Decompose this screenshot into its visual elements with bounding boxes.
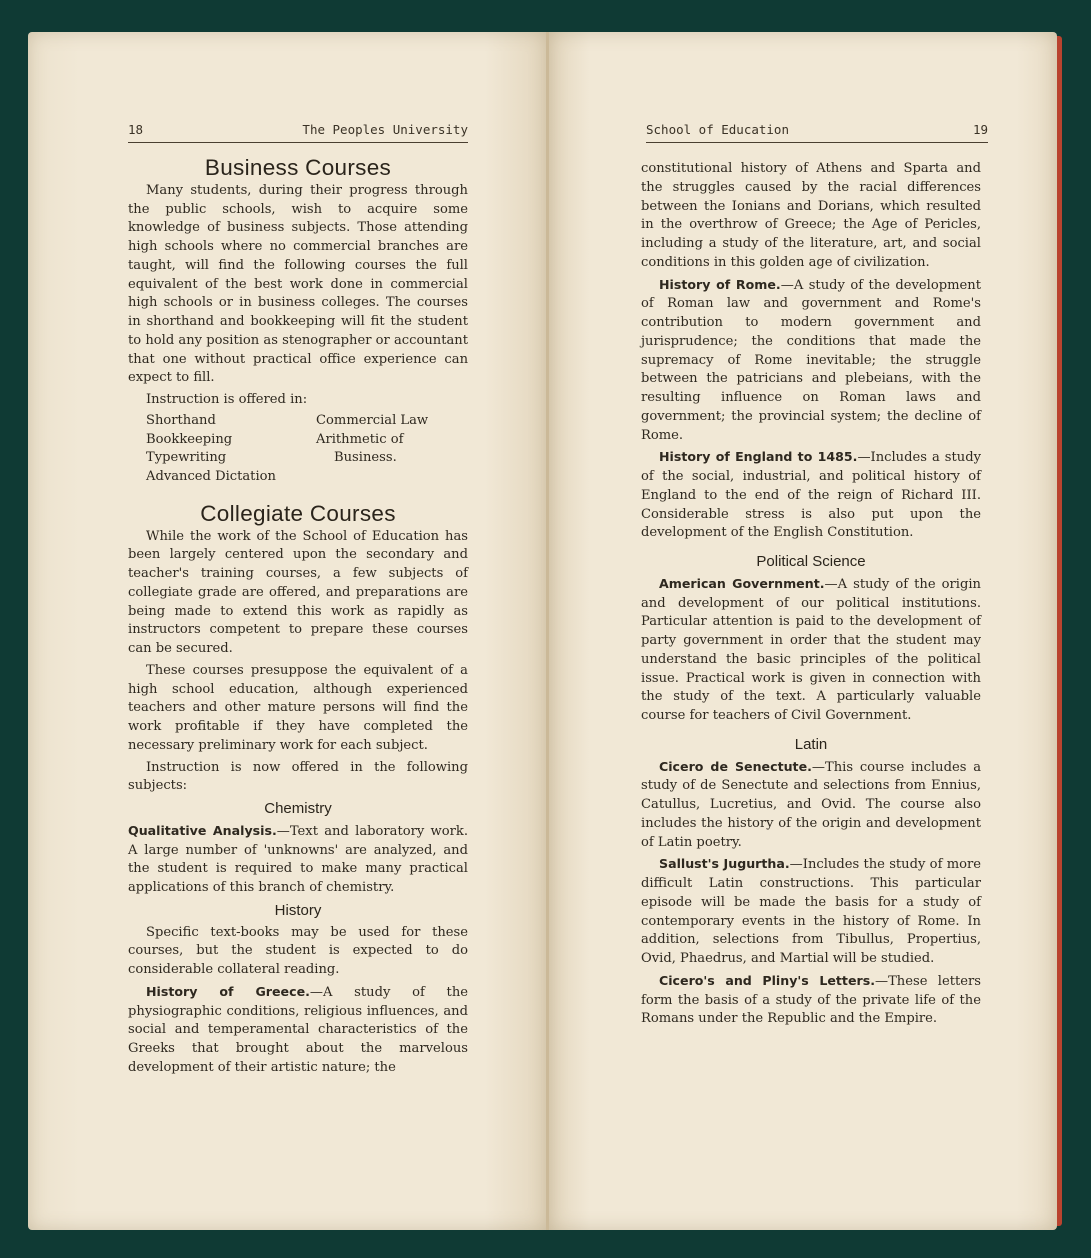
letters-paragraph — [641, 972, 981, 1029]
red-edge — [1057, 36, 1062, 1226]
collegiate-paragraph-3: Instruction is now offered in the following subjects: — [128, 759, 468, 794]
subject-item: Arithmetic of — [316, 431, 404, 447]
chemistry-paragraph — [128, 822, 468, 898]
course-description: —Includes the study of more difficult Latin constructions. This particular episode will be made the basis for a study of contemporary events in the history of Rome. In addition, selections from Tibullus, Propertius, Ovid, Phaedrus, and Martial will be studied. — [641, 857, 982, 966]
course-title: Qualitative Analysis. — [128, 822, 277, 838]
england-paragraph — [641, 448, 981, 543]
course-description: —A study of the physiographic conditions, religious influences, and social and temperamental characteristics of the Greeks that brought about the marvelous development of their artistic nature; the — [128, 984, 468, 1075]
history-heading: History — [274, 901, 322, 919]
course-title: American Government. — [659, 575, 825, 591]
business-courses-heading: Business Courses — [204, 155, 392, 180]
course-description: —Includes a study of the social, industrial, and political history of England to the end of the reign of Richard III. Considerable stress is also put upon the development of the English Constitution. — [641, 450, 981, 541]
left-running-head: The Peoples University — [302, 122, 468, 137]
chemistry-heading: Chemistry — [264, 800, 332, 817]
right-page — [549, 32, 1057, 1230]
course-description: —A study of the origin and development of our political institutions. Particular attention is paid to the development of party government in order that the student may understand the basic principles of the political issue. Practical work is given in connection with the study of the text. A particularly valuable course for teachers of Civil Government. — [641, 576, 981, 723]
right-running-head: School of Education — [646, 122, 789, 137]
collegiate-paragraph-1: While the work of the School of Education has been largely centered upon the secondary and teacher's training courses, a few subjects of collegiate grade are offered, and preparations are being made to extend this work as rapidly as instructors competent to prepare these courses can be secured. — [128, 528, 468, 656]
open-booklet — [28, 32, 1064, 1230]
left-page-number: 18 — [128, 122, 144, 137]
collegiate-courses-heading: Collegiate Courses — [200, 500, 396, 526]
course-title: Cicero's and Pliny's Letters. — [659, 972, 875, 988]
latin-heading: Latin — [794, 735, 828, 753]
course-title: History of Rome. — [659, 276, 781, 292]
course-title: History of Greece. — [146, 983, 310, 999]
left-page-header — [128, 122, 468, 143]
subject-item: Advanced Dictation — [146, 469, 276, 484]
left-page — [28, 32, 547, 1230]
history-intro: Specific text-books may be used for these courses, but the student is expected to do considerable collateral reading. — [128, 924, 468, 977]
subject-item: Business. — [334, 450, 397, 466]
rome-paragraph — [641, 276, 981, 446]
subject-item: Commercial Law — [316, 412, 429, 428]
subject-item: Bookkeeping — [146, 431, 233, 447]
course-title: Cicero de Senectute. — [659, 758, 812, 774]
subject-item: Typewriting — [146, 450, 227, 466]
course-title: History of England to 1485. — [659, 449, 858, 465]
business-subject-list — [146, 412, 468, 487]
political-science-heading: Political Science — [756, 553, 866, 570]
course-description: —This course includes a study of de Senectute and selections from Ennius, Catullus, Lucretius, and Ovid. The course also includes the history of the origin and development of Latin poetry. — [641, 759, 982, 850]
business-offered-line: Instruction is offered in: — [146, 392, 308, 407]
business-paragraph: Many students, during their progress through the public schools, wish to acquire some knowledge of business subjects. Those attending high schools where no commercial branches are taught, will find the following courses the full equivalent of the best work done in commercial high schools or in business colleges. The courses in shorthand and bookkeeping will fit the student to hold any position as stenographer or accountant that one without practical office experience can expect to fill. — [128, 182, 468, 386]
greece-paragraph — [128, 983, 468, 1078]
right-page-header — [646, 122, 988, 143]
collegiate-paragraph-2: These courses presuppose the equivalent of a high school education, although experienced teachers and other mature persons will find the work profitable if they have completed the necessary preliminary work for each subject. — [128, 662, 468, 753]
american-government-paragraph — [641, 575, 981, 726]
sallust-paragraph — [641, 855, 981, 969]
course-title: Sallust's Jugurtha. — [659, 856, 790, 872]
course-description: —These letters form the basis of a study of the private life of the Romans under the Republic and the Empire. — [641, 973, 981, 1027]
course-description: —Text and laboratory work. A large number of 'unknowns' are analyzed, and the student is required to make many practical applications of this branch of chemistry. — [128, 823, 468, 895]
right-text-column — [641, 160, 981, 1032]
right-page-number: 19 — [972, 122, 988, 137]
course-description: —A study of the development of Roman law and government and Rome's contribution to modern government and jurisprudence; the conditions that made the supremacy of Rome inevitable; the struggle between the patricians and plebeians, with the resulting influence on Roman laws and government; the provincial system; the decline of Rome. — [641, 277, 981, 443]
left-text-column — [128, 157, 468, 1081]
greece-continued: constitutional history of Athens and Sparta and the struggles caused by the racial differences between the Ionians and Dorians, which resulted in the overthrow of Greece; the Age of Pericles, including a study of the literature, art, and social conditions in this golden age of civilization. — [641, 161, 981, 270]
subject-item: Shorthand — [146, 412, 216, 428]
cicero-paragraph — [641, 758, 981, 853]
